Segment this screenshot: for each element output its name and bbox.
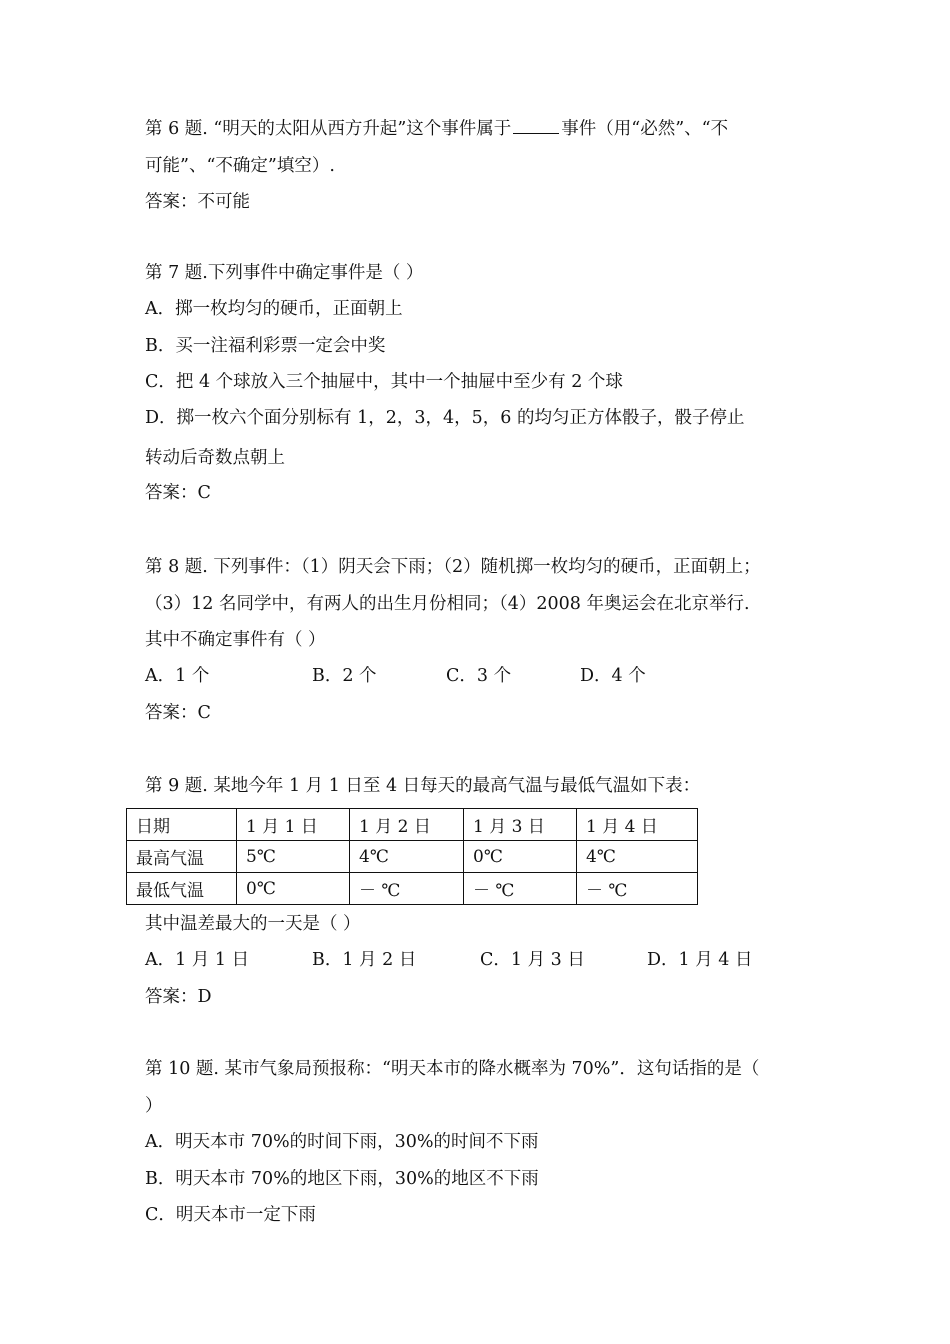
table-cell: 1 月 4 日 (577, 809, 698, 841)
q9-answer: 答案：D (145, 987, 212, 1007)
q9-question: 其中温差最大的一天是（ ） (145, 914, 361, 934)
q7-option-c: C．把 4 个球放入三个抽屉中，其中一个抽屉中至少有 2 个球 (145, 372, 623, 392)
table-cell: 0℃ (464, 841, 577, 873)
q6-stem-line2: 可能”、“不确定”填空）. (145, 156, 335, 176)
table-cell: － ℃ (464, 873, 577, 905)
q9-stem: 第 9 题. 某地今年 1 月 1 日至 4 日每天的最高气温与最低气温如下表： (145, 776, 701, 796)
q8-option-d: D．4 个 (580, 666, 646, 686)
table-cell: － ℃ (350, 873, 464, 905)
table-row-min (127, 873, 698, 905)
table-cell: 5℃ (237, 841, 350, 873)
q10-stem-line1: 第 10 题. 某市气象局预报称：“明天本市的降水概率为 70%”．这句话指的是（ (145, 1059, 760, 1079)
q10-option-b: B．明天本市 70%的地区下雨，30%的地区不下雨 (145, 1169, 539, 1189)
q7-option-d: D．掷一枚六个面分别标有 1，2，3，4，5，6 的均匀正方体骰子，骰子停止 (145, 408, 745, 428)
q8-stem-line3: 其中不确定事件有（ ） (145, 630, 326, 650)
temperature-table (126, 808, 698, 905)
q6-answer: 答案：不可能 (145, 192, 250, 212)
q6-answer-blank (513, 116, 559, 134)
q8-stem-line2: （3）12 名同学中，有两人的出生月份相同；（4）2008 年奥运会在北京举行. (145, 594, 750, 614)
table-cell: 1 月 2 日 (350, 809, 464, 841)
q9-option-b: B．1 月 2 日 (312, 950, 417, 970)
table-cell: 最高气温 (127, 841, 237, 873)
q7-answer: 答案：C (145, 483, 211, 503)
q10-option-c: C．明天本市一定下雨 (145, 1205, 316, 1225)
q9-option-a: A．1 月 1 日 (145, 950, 250, 970)
table-row-header (127, 809, 698, 841)
table-cell: 日期 (127, 809, 237, 841)
table-cell: 4℃ (577, 841, 698, 873)
q8-option-b: B．2 个 (312, 666, 377, 686)
q7-option-b: B．买一注福利彩票一定会中奖 (145, 336, 386, 356)
q8-option-c: C．3 个 (446, 666, 512, 686)
q8-answer: 答案：C (145, 703, 211, 723)
table-cell: 最低气温 (127, 873, 237, 905)
q9-option-c: C．1 月 3 日 (480, 950, 585, 970)
table-cell: － ℃ (577, 873, 698, 905)
q7-option-d-cont: 转动后奇数点朝上 (145, 448, 285, 468)
q9-option-d: D．1 月 4 日 (647, 950, 753, 970)
q10-option-a: A．明天本市 70%的时间下雨，30%的时间不下雨 (145, 1132, 539, 1152)
q7-option-a: A．掷一枚均匀的硬币，正面朝上 (145, 299, 403, 319)
table-cell: 0℃ (237, 873, 350, 905)
q8-option-a: A．1 个 (145, 666, 210, 686)
table-cell: 1 月 1 日 (237, 809, 350, 841)
table-row-max (127, 841, 698, 873)
table-cell: 1 月 3 日 (464, 809, 577, 841)
q7-stem: 第 7 题.下列事件中确定事件是（ ） (145, 263, 424, 283)
q6-stem-suffix: 事件（用“必然”、“不 (561, 119, 729, 139)
q6-stem-line1 (145, 116, 728, 141)
q8-stem-line1: 第 8 题. 下列事件：（1）阴天会下雨；（2）随机掷一枚均匀的硬币，正面朝上； (145, 557, 761, 577)
table-cell: 4℃ (350, 841, 464, 873)
q6-stem-prefix: 第 6 题. “明天的太阳从西方升起”这个事件属于 (145, 119, 512, 139)
q10-stem-line2: ） (145, 1096, 163, 1116)
